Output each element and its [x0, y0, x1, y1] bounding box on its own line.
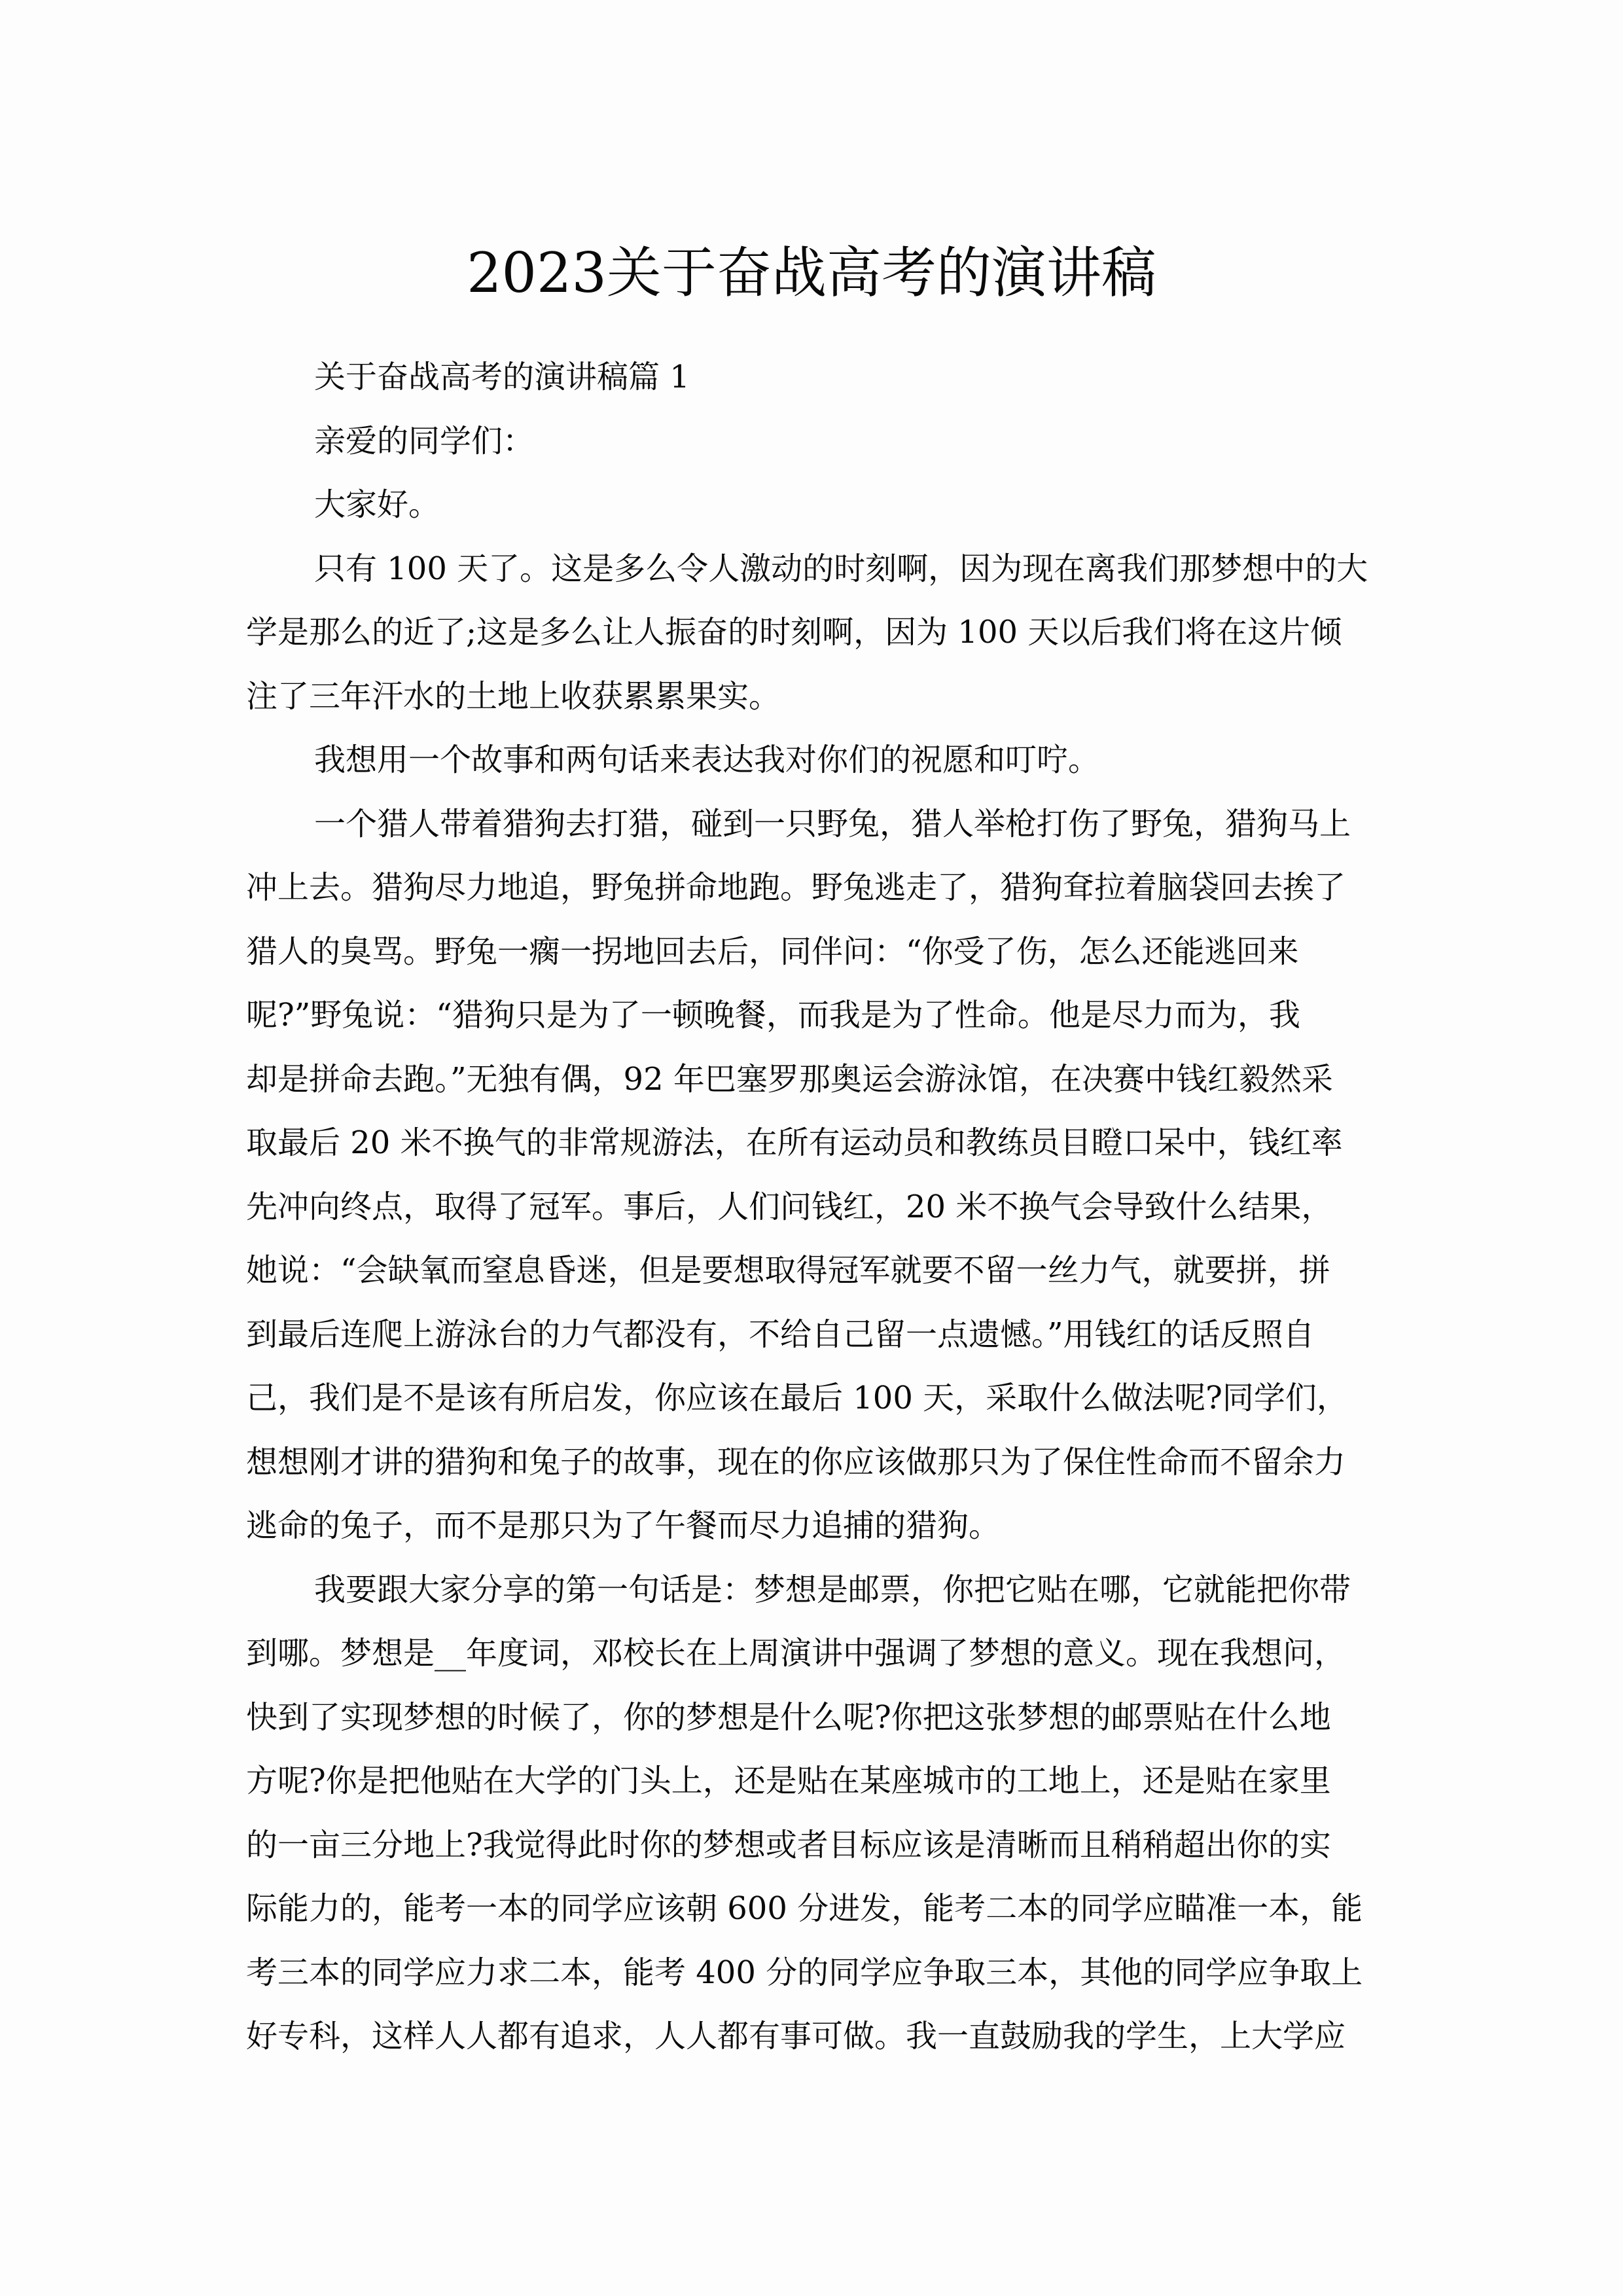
paragraph-line: 考三本的同学应力求二本，能考 400 分的同学应争取三本，其他的同学应争取上: [246, 1954, 1363, 1991]
paragraph-line: 快到了实现梦想的时候了，你的梦想是什么呢?你把这张梦想的邮票贴在什么地: [246, 1698, 1331, 1736]
paragraph-line: 先冲向终点，取得了冠军。事后，人们问钱红，20 米不换气会导致什么结果，: [246, 1188, 1333, 1225]
paragraph-line: 际能力的，能考一本的同学应该朝 600 分进发，能考二本的同学应瞄准一本，能: [246, 1890, 1363, 1927]
paragraph-line: 亲爱的同学们：: [314, 422, 535, 459]
paragraph-line: 己，我们是不是该有所启发，你应该在最后 100 天，采取什么做法呢?同学们，: [246, 1380, 1348, 1416]
paragraph-line: 冲上去。猎狗尽力地追，野兔拼命地跑。野兔逃走了，猎狗耷拉着脑袋回去挨了: [246, 869, 1346, 906]
paragraph-line: 她说：“会缺氧而窒息昏迷，但是要想取得冠军就要不留一丝力气，就要拼，拼: [246, 1252, 1330, 1289]
paragraph-line: 方呢?你是把他贴在大学的门头上，还是贴在某座城市的工地上，还是贴在家里: [246, 1763, 1331, 1799]
paragraph-line: 的一亩三分地上?我觉得此时你的梦想或者目标应该是清晰而且稍稍超出你的实: [246, 1826, 1331, 1863]
document-title: 2023关于奋战高考的演讲稿: [467, 241, 1156, 306]
paragraph-line: 我要跟大家分享的第一句话是：梦想是邮票，你把它贴在哪，它就能把你带: [314, 1571, 1351, 1608]
paragraph-line: 取最后 20 米不换气的非常规游法，在所有运动员和教练员目瞪口呆中，钱红率: [246, 1124, 1343, 1161]
paragraph-line: 关于奋战高考的演讲稿篇 1: [314, 359, 690, 395]
paragraph-line: 到哪。梦想是__年度词，邓校长在上周演讲中强调了梦想的意义。现在我想问，: [246, 1635, 1346, 1672]
paragraph-line: 我想用一个故事和两句话来表达我对你们的祝愿和叮咛。: [314, 742, 1100, 778]
paragraph-line: 学是那么的近了;这是多么让人振奋的时刻啊，因为 100 天以后我们将在这片倾: [246, 614, 1342, 651]
paragraph-line: 呢?”野兔说：“猎狗只是为了一顿晚餐，而我是为了性命。他是尽力而为，我: [246, 997, 1300, 1033]
document-body: [246, 346, 1378, 2069]
paragraph-line: 猎人的臭骂。野兔一瘸一拐地回去后，同伴问：“你受了伤，怎么还能逃回来: [246, 933, 1299, 970]
paragraph-line: 好专科，这样人人都有追求，人人都有事可做。我一直鼓励我的学生，上大学应: [246, 2018, 1346, 2054]
paragraph-line: 注了三年汗水的土地上收获累累果实。: [246, 677, 781, 715]
paragraph-line: 想想刚才讲的猎狗和兔子的故事，现在的你应该做那只为了保住性命而不留余力: [246, 1443, 1346, 1480]
paragraph-line: 只有 100 天了。这是多么令人激动的时刻啊，因为现在离我们那梦想中的大: [314, 550, 1368, 587]
paragraph-line: 大家好。: [314, 486, 440, 523]
paragraph-line: 到最后连爬上游泳台的力气都没有，不给自己留一点遗憾。”用钱红的话反照自: [246, 1316, 1315, 1353]
paragraph-line: 逃命的兔子，而不是那只为了午餐而尽力追捕的猎狗。: [246, 1507, 1001, 1544]
paragraph-line: 却是拼命去跑。”无独有偶，92 年巴塞罗那奥运会游泳馆，在决赛中钱红毅然采: [246, 1060, 1333, 1098]
paragraph-line: 一个猎人带着猎狗去打猎，碰到一只野兔，猎人举枪打伤了野兔，猎狗马上: [314, 805, 1351, 842]
